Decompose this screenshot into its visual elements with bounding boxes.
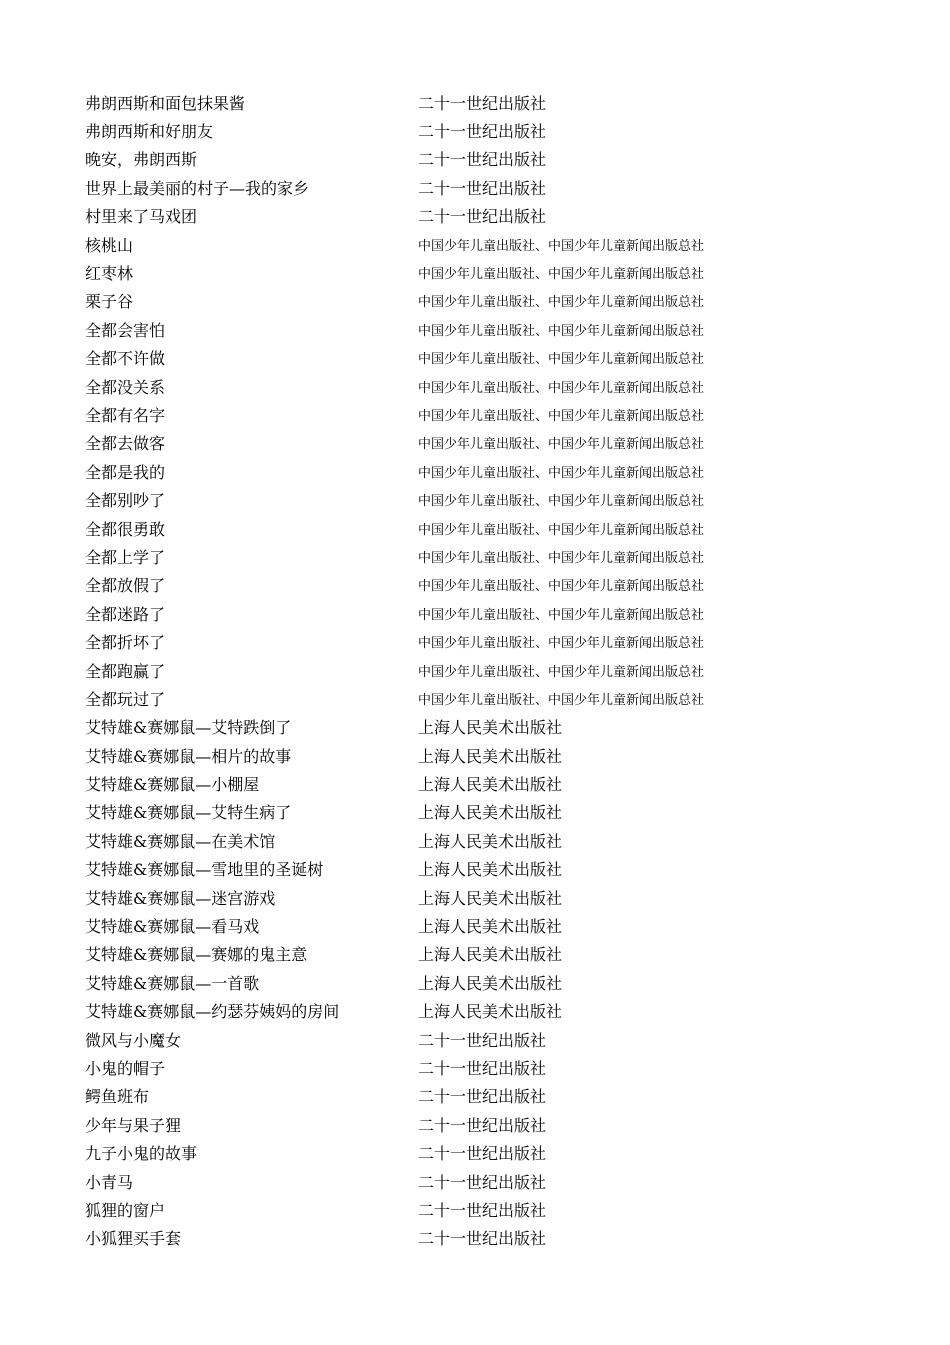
book-title: 鳄鱼班布 (85, 1087, 150, 1107)
book-row (85, 1025, 885, 1053)
book-row (85, 1195, 885, 1223)
book-list (85, 88, 885, 1252)
book-publisher: 上海人民美术出版社 (418, 860, 563, 880)
book-title: 小青马 (85, 1172, 134, 1192)
book-row (85, 230, 885, 258)
book-publisher: 中国少年儿童出版社、中国少年儿童新闻出版总社 (418, 664, 705, 680)
book-row (85, 1138, 885, 1166)
book-title: 全都上学了 (85, 547, 166, 567)
book-publisher: 中国少年儿童出版社、中国少年儿童新闻出版总社 (418, 408, 705, 424)
book-row (85, 997, 885, 1025)
book-title: 小狐狸买手套 (85, 1229, 182, 1249)
book-row (85, 627, 885, 655)
book-publisher: 上海人民美术出版社 (418, 1002, 563, 1022)
book-title: 九子小鬼的故事 (85, 1144, 198, 1164)
book-publisher: 中国少年儿童出版社、中国少年儿童新闻出版总社 (418, 295, 705, 311)
book-title: 晚安，弗朗西斯 (85, 150, 198, 170)
book-title: 弗朗西斯和面包抹果酱 (85, 93, 246, 113)
book-publisher: 中国少年儿童出版社、中国少年儿童新闻出版总社 (418, 437, 705, 453)
book-publisher: 中国少年儿童出版社、中国少年儿童新闻出版总社 (418, 579, 705, 595)
book-row (85, 344, 885, 372)
book-title: 狐狸的窗户 (85, 1200, 166, 1220)
book-row (85, 542, 885, 570)
book-publisher: 二十一世纪出版社 (418, 1200, 547, 1220)
book-row (85, 713, 885, 741)
book-row (85, 883, 885, 911)
book-publisher: 二十一世纪出版社 (418, 1115, 547, 1135)
book-title: 艾特雄&赛娜鼠—小棚屋 (85, 775, 260, 795)
book-publisher: 上海人民美术出版社 (418, 973, 563, 993)
book-row (85, 826, 885, 854)
book-title: 全都不许做 (85, 349, 166, 369)
book-title: 世界上最美丽的村子—我的家乡 (85, 178, 310, 198)
book-publisher: 二十一世纪出版社 (418, 1087, 547, 1107)
book-publisher: 上海人民美术出版社 (418, 775, 563, 795)
book-publisher: 二十一世纪出版社 (418, 122, 547, 142)
book-title: 艾特雄&赛娜鼠—在美术馆 (85, 831, 276, 851)
book-publisher: 上海人民美术出版社 (418, 831, 563, 851)
book-row (85, 202, 885, 230)
book-title: 艾特雄&赛娜鼠—约瑟芬姨妈的房间 (85, 1002, 340, 1022)
book-row (85, 1167, 885, 1195)
book-row (85, 656, 885, 684)
book-title: 全都玩过了 (85, 689, 166, 709)
book-title: 全都很勇敢 (85, 519, 166, 539)
book-title: 弗朗西斯和好朋友 (85, 122, 214, 142)
book-publisher: 二十一世纪出版社 (418, 207, 547, 227)
book-title: 村里来了马戏团 (85, 207, 198, 227)
book-title: 全都迷路了 (85, 604, 166, 624)
book-row (85, 684, 885, 712)
book-row (85, 1224, 885, 1252)
book-title: 全都去做客 (85, 434, 166, 454)
book-row (85, 315, 885, 343)
book-row (85, 485, 885, 513)
book-publisher: 上海人民美术出版社 (418, 945, 563, 965)
book-title: 艾特雄&赛娜鼠—迷宫游戏 (85, 888, 276, 908)
book-title: 栗子谷 (85, 292, 134, 312)
book-row (85, 457, 885, 485)
book-row (85, 88, 885, 116)
book-title: 全都放假了 (85, 576, 166, 596)
book-publisher: 中国少年儿童出版社、中国少年儿童新闻出版总社 (418, 607, 705, 623)
book-row (85, 741, 885, 769)
book-row (85, 798, 885, 826)
book-row (85, 514, 885, 542)
book-row (85, 1082, 885, 1110)
book-publisher: 上海人民美术出版社 (418, 888, 563, 908)
book-title: 小鬼的帽子 (85, 1058, 166, 1078)
book-title: 全都跑赢了 (85, 661, 166, 681)
book-publisher: 二十一世纪出版社 (418, 1058, 547, 1078)
book-row (85, 1053, 885, 1081)
book-title: 艾特雄&赛娜鼠—赛娜的鬼主意 (85, 945, 308, 965)
book-publisher: 二十一世纪出版社 (418, 1144, 547, 1164)
book-publisher: 中国少年儿童出版社、中国少年儿童新闻出版总社 (418, 550, 705, 566)
book-title: 微风与小魔女 (85, 1030, 182, 1050)
book-title: 全都折坏了 (85, 633, 166, 653)
book-title: 艾特雄&赛娜鼠—一首歌 (85, 973, 260, 993)
book-publisher: 中国少年儿童出版社、中国少年儿童新闻出版总社 (418, 522, 705, 538)
book-title: 全都没关系 (85, 377, 166, 397)
book-publisher: 中国少年儿童出版社、中国少年儿童新闻出版总社 (418, 692, 705, 708)
book-publisher: 中国少年儿童出版社、中国少年儿童新闻出版总社 (418, 636, 705, 652)
book-publisher: 上海人民美术出版社 (418, 803, 563, 823)
book-title: 全都别吵了 (85, 491, 166, 511)
book-row (85, 571, 885, 599)
book-publisher: 中国少年儿童出版社、中国少年儿童新闻出版总社 (418, 465, 705, 481)
book-publisher: 中国少年儿童出版社、中国少年儿童新闻出版总社 (418, 238, 705, 254)
book-title: 全都是我的 (85, 462, 166, 482)
book-publisher: 二十一世纪出版社 (418, 1172, 547, 1192)
book-row (85, 116, 885, 144)
book-row (85, 429, 885, 457)
book-row (85, 173, 885, 201)
book-publisher: 中国少年儿童出版社、中国少年儿童新闻出版总社 (418, 323, 705, 339)
book-publisher: 中国少年儿童出版社、中国少年儿童新闻出版总社 (418, 352, 705, 368)
book-title: 艾特雄&赛娜鼠—看马戏 (85, 917, 260, 937)
book-title: 艾特雄&赛娜鼠—相片的故事 (85, 746, 292, 766)
book-row (85, 968, 885, 996)
book-publisher: 上海人民美术出版社 (418, 746, 563, 766)
book-title: 艾特雄&赛娜鼠—艾特生病了 (85, 803, 292, 823)
book-row (85, 911, 885, 939)
book-title: 红枣林 (85, 264, 134, 284)
book-title: 全都会害怕 (85, 320, 166, 340)
book-publisher: 上海人民美术出版社 (418, 718, 563, 738)
book-row (85, 287, 885, 315)
book-row (85, 400, 885, 428)
book-row (85, 940, 885, 968)
book-publisher: 二十一世纪出版社 (418, 1030, 547, 1050)
book-publisher: 二十一世纪出版社 (418, 93, 547, 113)
book-title: 核桃山 (85, 235, 134, 255)
book-row (85, 599, 885, 627)
book-publisher: 二十一世纪出版社 (418, 150, 547, 170)
book-row (85, 1110, 885, 1138)
book-publisher: 中国少年儿童出版社、中国少年儿童新闻出版总社 (418, 380, 705, 396)
book-title: 少年与果子狸 (85, 1115, 182, 1135)
book-row (85, 769, 885, 797)
book-publisher: 上海人民美术出版社 (418, 917, 563, 937)
book-row (85, 145, 885, 173)
book-publisher: 中国少年儿童出版社、中国少年儿童新闻出版总社 (418, 267, 705, 283)
book-publisher: 中国少年儿童出版社、中国少年儿童新闻出版总社 (418, 494, 705, 510)
book-publisher: 二十一世纪出版社 (418, 178, 547, 198)
book-row (85, 855, 885, 883)
book-row (85, 372, 885, 400)
book-publisher: 二十一世纪出版社 (418, 1229, 547, 1249)
book-title: 全都有名字 (85, 405, 166, 425)
book-title: 艾特雄&赛娜鼠—艾特跌倒了 (85, 718, 292, 738)
book-row (85, 258, 885, 286)
book-title: 艾特雄&赛娜鼠—雪地里的圣诞树 (85, 860, 324, 880)
